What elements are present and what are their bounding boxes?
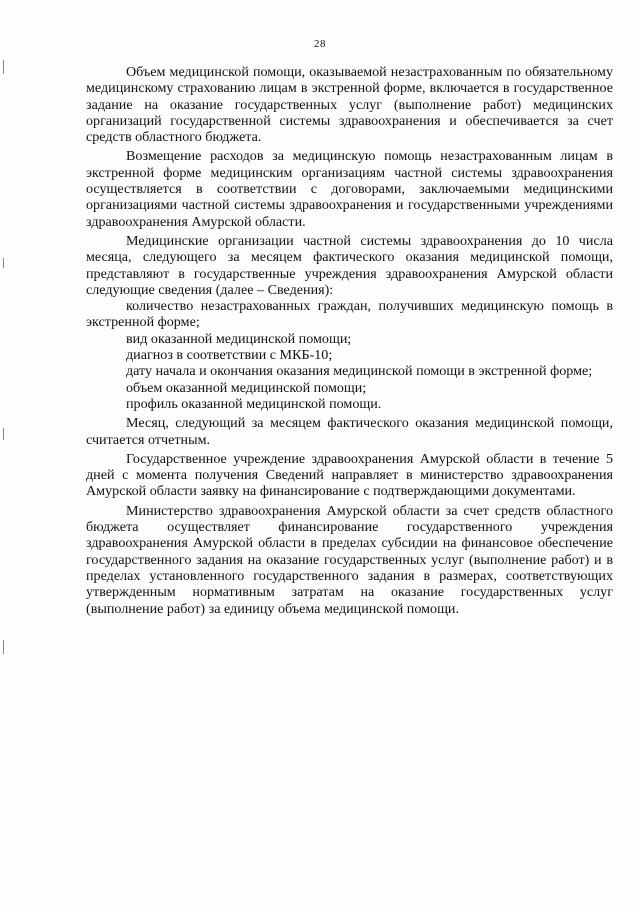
page-number: 28 <box>314 38 326 50</box>
list-item: количество незастрахованных граждан, получивших медицинскую помощь в экстренной форме; <box>86 298 613 331</box>
scan-edge-mark <box>3 428 4 440</box>
paragraph: Медицинские организации частной системы здравоохранения до 10 числа месяца, следующего за месяцем фактического оказания медицинской помощи, представляют в государственные учреждения здравоохранения Амурской области следующие сведения (далее – Сведения): <box>86 232 613 298</box>
list-item: объем оказанной медицинской помощи; <box>126 379 367 396</box>
list-item: вид оказанной медицинской помощи; <box>126 330 352 347</box>
paragraph: Возмещение расходов за медицинскую помощь незастрахованным лицам в экстренной форме медицинским организациям частной системы здравоохранения осуществляется в соответствии с договорами, заключаемыми медицинскими организациями частной системы здравоохранения и государственными учреждениями здравоохранения Амурской области. <box>86 148 613 230</box>
document-body <box>86 64 613 620</box>
list-item: профиль оказанной медицинской помощи. <box>126 395 382 412</box>
scan-edge-mark <box>3 60 4 74</box>
scan-edge-mark <box>3 640 4 654</box>
paragraph: Объем медицинской помощи, оказываемой незастрахованным по обязательному медицинскому страхованию лицам в экстренной форме, включается в государственное задание на оказание государственных услуг (выполнение работ) медицинских организаций государственной системы здравоохранения и обеспечивается за счет средств областного бюджета. <box>86 64 613 146</box>
paragraph: Месяц, следующий за месяцем фактического оказания медицинской помощи, считается отчетным. <box>86 415 613 448</box>
list-item: диагноз в соответствии с МКБ-10; <box>126 347 333 364</box>
scan-edge-mark <box>3 258 4 268</box>
paragraph: Государственное учреждение здравоохранения Амурской области в течение 5 дней с момента получения Сведений направляет в министерство здравоохранения Амурской области заявку на финансирование с подтверждающими документами. <box>86 450 613 500</box>
paragraph: Министерство здравоохранения Амурской области за счет средств областного бюджета осуществляет финансирование государственного учреждения здравоохранения Амурской области в пределах субсидии на финансовое обеспечение государственного задания на оказание государственных услуг (выполнение работ) и в пределах установленного государственного задания в размерах, соответствующих утвержденным нормативным затратам на оказание государственных услуг (выполнение работ) за единицу объема медицинской помощи. <box>86 502 613 617</box>
list-item: дату начала и окончания оказания медицинской помощи в экстренной форме; <box>126 363 593 380</box>
